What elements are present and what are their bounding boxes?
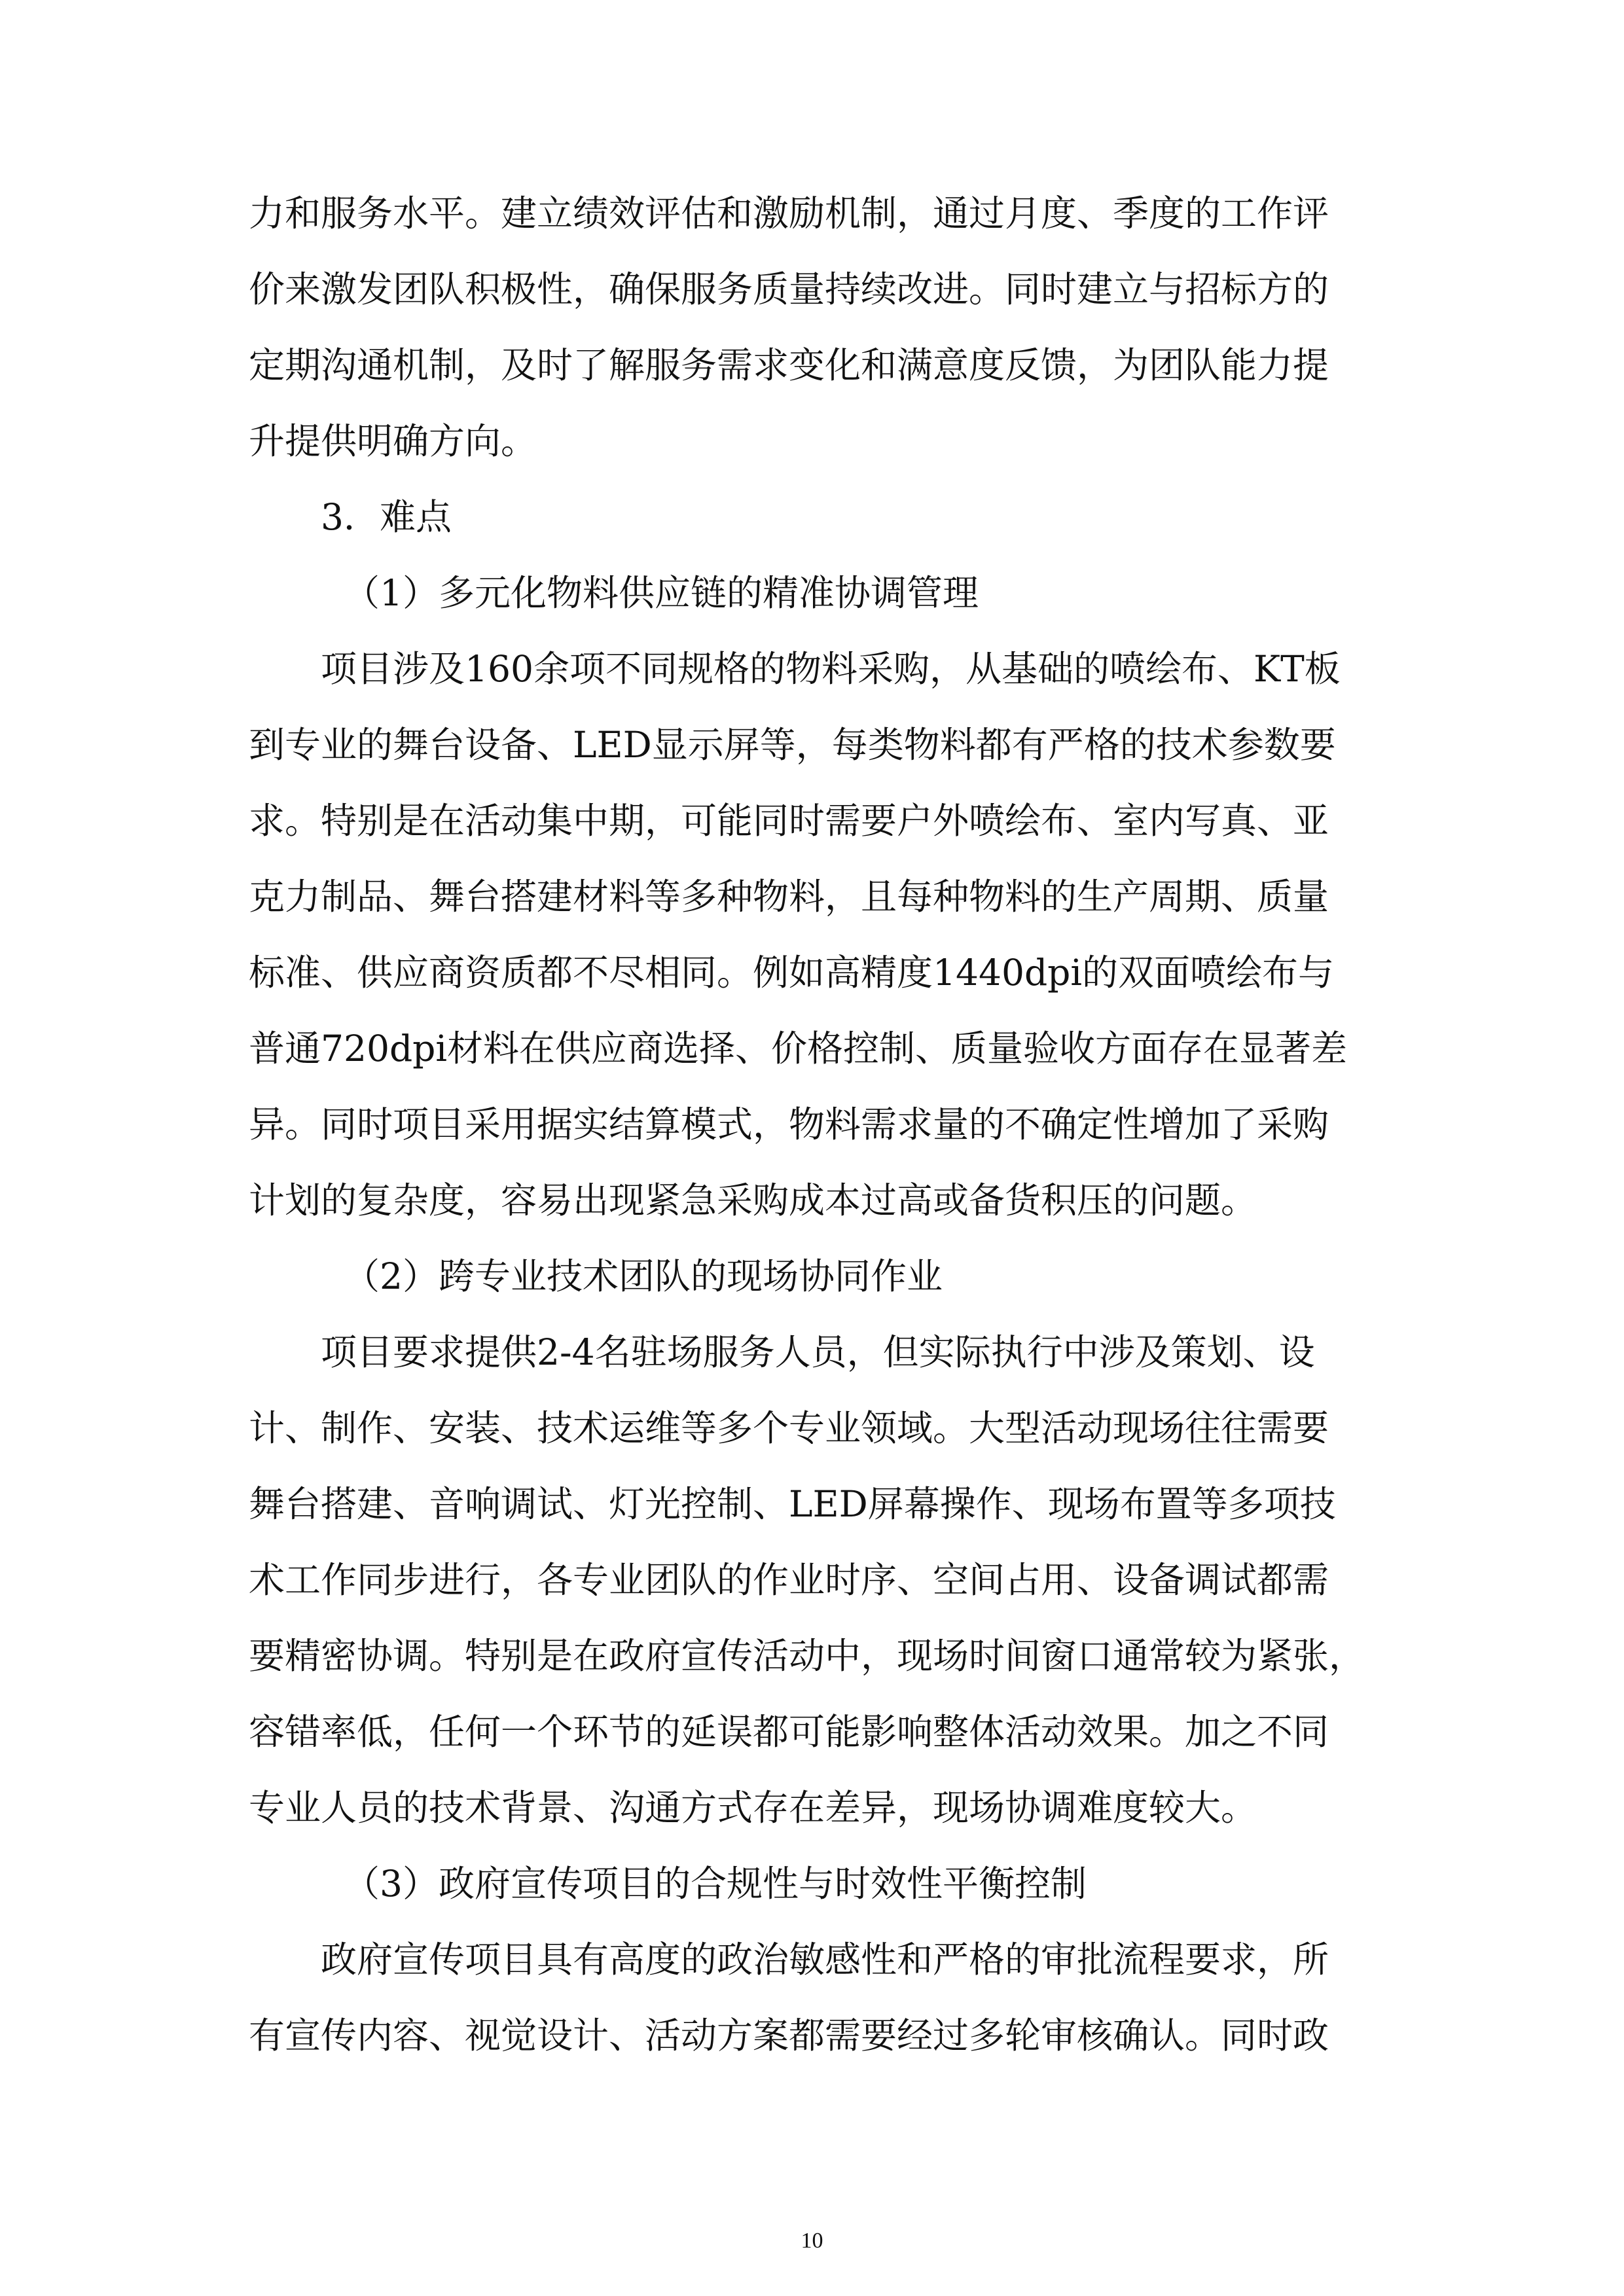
text-line: 有宣传内容、视觉设计、活动方案都需要经过多轮审核确认。同时政 [249, 2015, 1329, 2056]
paragraph-first-line: 项目要求提供2-4名驻场服务人员，但实际执行中涉及策划、设 [321, 1331, 1315, 1373]
paragraph-first-line: 项目涉及160余项不同规格的物料采购，从基础的喷绘布、KT板 [321, 648, 1341, 690]
page-number: 10 [801, 2229, 823, 2253]
text-line: 标准、供应商资质都不尽相同。例如高精度1440dpi的双面喷绘布与 [249, 952, 1334, 994]
text-line: 克力制品、舞台搭建材料等多种物料，且每种物料的生产周期、质量 [249, 876, 1329, 918]
text-line: 专业人员的技术背景、沟通方式存在差异，现场协调难度较大。 [249, 1787, 1257, 1829]
subsection-heading: （1）多元化物料供应链的精准协调管理 [344, 572, 979, 614]
subsection-heading: （3）政府宣传项目的合规性与时效性平衡控制 [344, 1863, 1087, 1905]
text-line: 术工作同步进行，各专业团队的作业时序、空间占用、设备调试都需 [249, 1559, 1329, 1601]
text-line: 升提供明确方向。 [249, 420, 537, 462]
text-line: 计划的复杂度，容易出现紧急采购成本过高或备货积压的问题。 [249, 1179, 1257, 1221]
text-line: 计、制作、安装、技术运维等多个专业领域。大型活动现场往往需要 [249, 1407, 1329, 1449]
text-line: 普通720dpi材料在供应商选择、价格控制、质量验收方面存在显著差 [249, 1028, 1347, 1069]
text-line: 异。同时项目采用据实结算模式，物料需求量的不确定性增加了采购 [249, 1103, 1329, 1145]
text-line: 要精密协调。特别是在政府宣传活动中，现场时间窗口通常较为紧张， [249, 1635, 1365, 1677]
paragraph-first-line: 政府宣传项目具有高度的政治敏感性和严格的审批流程要求，所 [321, 1939, 1329, 1981]
text-line: 容错率低，任何一个环节的延误都可能影响整体活动效果。加之不同 [249, 1711, 1329, 1753]
subsection-heading: （2）跨专业技术团队的现场协同作业 [344, 1255, 943, 1297]
text-line: 到专业的舞台设备、LED显示屏等，每类物料都有严格的技术参数要 [249, 724, 1336, 766]
section-heading: 3．难点 [321, 496, 452, 538]
text-line: 舞台搭建、音响调试、灯光控制、LED屏幕操作、现场布置等多项技 [249, 1483, 1336, 1525]
text-line: 价来激发团队积极性，确保服务质量持续改进。同时建立与招标方的 [249, 268, 1329, 310]
body-text [249, 175, 1388, 2073]
text-line: 定期沟通机制，及时了解服务需求变化和满意度反馈，为团队能力提 [249, 344, 1329, 386]
text-line: 求。特别是在活动集中期，可能同时需要户外喷绘布、室内写真、亚 [249, 800, 1329, 842]
text-line: 力和服务水平。建立绩效评估和激励机制，通过月度、季度的工作评 [249, 192, 1329, 234]
